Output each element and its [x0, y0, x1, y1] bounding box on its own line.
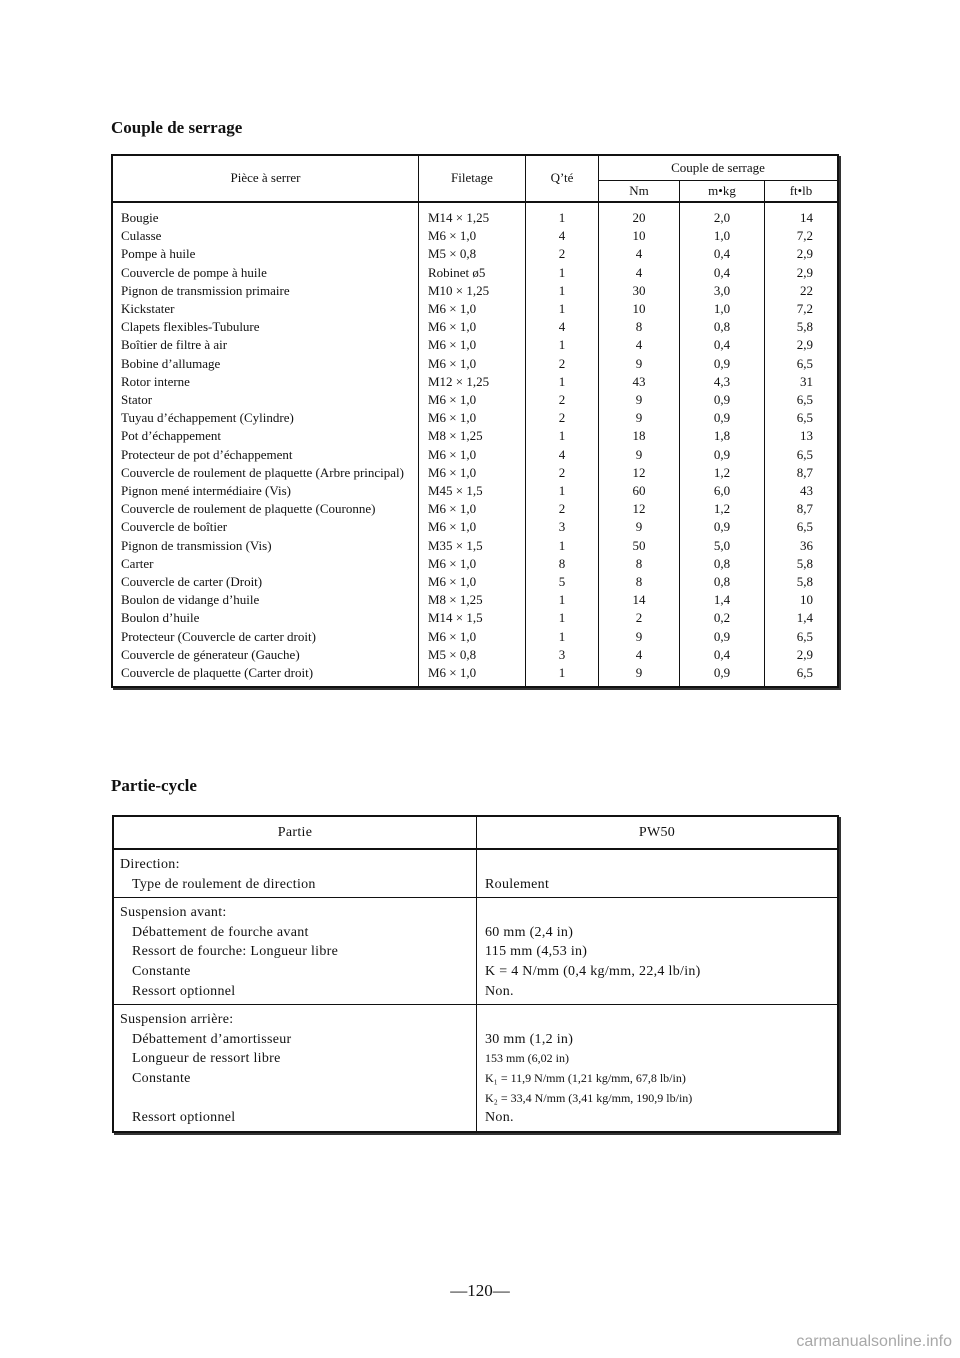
ftlb-cell: 13	[765, 427, 839, 445]
qte-cell: 3	[526, 518, 599, 536]
piece-cell: Rotor interne	[112, 373, 419, 391]
qte-cell: 2	[526, 500, 599, 518]
filetage-cell: M6 × 1,0	[419, 318, 526, 336]
ftlb-cell: 5,8	[765, 555, 839, 573]
header-partie: Partie	[113, 816, 477, 849]
filetage-cell: M6 × 1,0	[419, 555, 526, 573]
rear-k2-value: K₂ = 33,4 N/mm (3,41 kg/mm, 190,9 lb/in)	[485, 1090, 693, 1105]
piece-cell: Tuyau d’échappement (Cylindre)	[112, 409, 419, 427]
qte-cell: 3	[526, 646, 599, 664]
front-spring-label: Ressort de fourche: Longueur libre	[132, 944, 339, 960]
table-row	[112, 245, 838, 263]
mkg-cell: 1,0	[680, 227, 765, 245]
qte-cell: 1	[526, 609, 599, 627]
nm-cell: 60	[599, 482, 680, 500]
torque-table	[111, 154, 839, 688]
table-row	[112, 373, 838, 391]
filetage-cell: M6 × 1,0	[419, 464, 526, 482]
filetage-cell: M6 × 1,0	[419, 518, 526, 536]
nm-cell: 2	[599, 609, 680, 627]
nm-cell: 9	[599, 355, 680, 373]
front-spring-value: 115 mm (4,53 in)	[485, 944, 588, 960]
rear-travel-value: 30 mm (1,2 in)	[485, 1031, 574, 1047]
watermark[interactable]: carmanualsonline.info	[796, 1333, 952, 1350]
front-rate-label: Constante	[132, 963, 191, 979]
qte-cell: 1	[526, 282, 599, 300]
nm-cell: 43	[599, 373, 680, 391]
piece-cell: Culasse	[112, 227, 419, 245]
ftlb-cell: 31	[765, 373, 839, 391]
mkg-cell: 0,8	[680, 573, 765, 591]
mkg-cell: 1,0	[680, 300, 765, 318]
piece-cell: Couvercle de roulement de plaquette (Arbre principal)	[112, 464, 419, 482]
table-row	[112, 537, 838, 555]
piece-cell: Couvercle de roulement de plaquette (Couronne)	[112, 500, 419, 518]
qte-cell: 1	[526, 591, 599, 609]
section-title-chassis: Partie-cycle	[111, 776, 197, 795]
qte-cell: 2	[526, 391, 599, 409]
nm-cell: 20	[599, 202, 680, 227]
mkg-cell: 1,4	[680, 591, 765, 609]
piece-cell: Boulon d’huile	[112, 609, 419, 627]
piece-cell: Couvercle de carter (Droit)	[112, 573, 419, 591]
filetage-cell: M6 × 1,0	[419, 500, 526, 518]
header-qte: Q’té	[526, 155, 599, 202]
ftlb-cell: 7,2	[765, 300, 839, 318]
mkg-cell: 0,4	[680, 646, 765, 664]
table-row	[112, 664, 838, 687]
mkg-cell: 1,8	[680, 427, 765, 445]
filetage-cell: M5 × 0,8	[419, 646, 526, 664]
ftlb-cell: 6,5	[765, 391, 839, 409]
mkg-cell: 0,9	[680, 446, 765, 464]
qte-cell: 2	[526, 464, 599, 482]
nm-cell: 10	[599, 300, 680, 318]
ftlb-cell: 8,7	[765, 500, 839, 518]
qte-cell: 1	[526, 300, 599, 318]
qte-cell: 1	[526, 264, 599, 282]
qte-cell: 1	[526, 202, 599, 227]
mkg-cell: 6,0	[680, 482, 765, 500]
filetage-cell: M6 × 1,0	[419, 391, 526, 409]
qte-cell: 1	[526, 427, 599, 445]
table-row	[112, 300, 838, 318]
header-model: PW50	[477, 816, 839, 849]
qte-cell: 1	[526, 664, 599, 687]
ftlb-cell: 5,8	[765, 318, 839, 336]
filetage-cell: M14 × 1,5	[419, 609, 526, 627]
filetage-cell: M6 × 1,0	[419, 573, 526, 591]
direction-values	[477, 849, 839, 898]
rear-heading: Suspension arrière:	[120, 1012, 234, 1028]
front-suspension-row	[113, 898, 838, 1005]
mkg-cell: 0,8	[680, 318, 765, 336]
nm-cell: 4	[599, 264, 680, 282]
piece-cell: Couvercle de pompe à huile	[112, 264, 419, 282]
header-nm: Nm	[599, 181, 680, 203]
ftlb-cell: 5,8	[765, 573, 839, 591]
qte-cell: 1	[526, 628, 599, 646]
nm-cell: 10	[599, 227, 680, 245]
rear-rate-label: Constante	[132, 1070, 191, 1086]
piece-cell: Kickstater	[112, 300, 419, 318]
nm-cell: 30	[599, 282, 680, 300]
rear-free-length-label: Longueur de ressort libre	[132, 1051, 281, 1067]
table-row	[112, 573, 838, 591]
nm-cell: 8	[599, 555, 680, 573]
mkg-cell: 1,2	[680, 464, 765, 482]
torque-table-body	[112, 202, 838, 687]
table-row	[112, 518, 838, 536]
front-optional-value: Non.	[485, 983, 514, 999]
ftlb-cell: 6,5	[765, 355, 839, 373]
mkg-cell: 2,0	[680, 202, 765, 227]
header-piece: Pièce à serrer	[112, 155, 419, 202]
mkg-cell: 0,9	[680, 518, 765, 536]
mkg-cell: 0,4	[680, 264, 765, 282]
piece-cell: Pot d’échappement	[112, 427, 419, 445]
section-title-torque: Couple de serrage	[111, 118, 243, 137]
ftlb-cell: 22	[765, 282, 839, 300]
direction-type-value: Roulement	[485, 876, 550, 892]
nm-cell: 8	[599, 318, 680, 336]
header-mkg: m•kg	[680, 181, 765, 203]
filetage-cell: M6 × 1,0	[419, 336, 526, 354]
mkg-cell: 0,9	[680, 391, 765, 409]
nm-cell: 9	[599, 391, 680, 409]
filetage-cell: Robinet ø5	[419, 264, 526, 282]
table-row	[112, 500, 838, 518]
nm-cell: 18	[599, 427, 680, 445]
piece-cell: Pompe à huile	[112, 245, 419, 263]
direction-labels	[113, 849, 477, 898]
filetage-cell: M5 × 0,8	[419, 245, 526, 263]
table-row	[112, 464, 838, 482]
table-row	[112, 646, 838, 664]
nm-cell: 8	[599, 573, 680, 591]
ftlb-cell: 14	[765, 202, 839, 227]
mkg-cell: 0,9	[680, 628, 765, 646]
rear-free-length-value: 153 mm (6,02 in)	[485, 1051, 569, 1066]
piece-cell: Pignon de transmission primaire	[112, 282, 419, 300]
header-filetage: Filetage	[419, 155, 526, 202]
filetage-cell: M10 × 1,25	[419, 282, 526, 300]
mkg-cell: 0,9	[680, 664, 765, 687]
ftlb-cell: 6,5	[765, 518, 839, 536]
table-row	[112, 482, 838, 500]
table-row	[112, 264, 838, 282]
ftlb-cell: 7,2	[765, 227, 839, 245]
table-row	[112, 391, 838, 409]
front-heading: Suspension avant:	[120, 905, 227, 921]
nm-cell: 50	[599, 537, 680, 555]
piece-cell: Bougie	[112, 202, 419, 227]
table-row	[112, 336, 838, 354]
mkg-cell: 0,4	[680, 245, 765, 263]
ftlb-cell: 2,9	[765, 646, 839, 664]
front-labels	[113, 898, 477, 1005]
rear-travel-label: Débattement d’amortisseur	[132, 1031, 292, 1047]
piece-cell: Boulon de vidange d’huile	[112, 591, 419, 609]
filetage-cell: M6 × 1,0	[419, 409, 526, 427]
table-row	[112, 628, 838, 646]
piece-cell: Boîtier de filtre à air	[112, 336, 419, 354]
direction-heading: Direction:	[120, 857, 180, 872]
front-values	[477, 898, 839, 1005]
table-row	[112, 227, 838, 245]
filetage-cell: M8 × 1,25	[419, 427, 526, 445]
table-row	[112, 591, 838, 609]
ftlb-cell: 6,5	[765, 628, 839, 646]
mkg-cell: 3,0	[680, 282, 765, 300]
page-number: —120—	[450, 1281, 510, 1300]
piece-cell: Stator	[112, 391, 419, 409]
qte-cell: 1	[526, 537, 599, 555]
table-row	[112, 409, 838, 427]
piece-cell: Protecteur (Couvercle de carter droit)	[112, 628, 419, 646]
filetage-cell: M45 × 1,5	[419, 482, 526, 500]
front-optional-label: Ressort optionnel	[132, 983, 236, 999]
qte-cell: 5	[526, 573, 599, 591]
qte-cell: 4	[526, 227, 599, 245]
qte-cell: 1	[526, 482, 599, 500]
mkg-cell: 0,4	[680, 336, 765, 354]
nm-cell: 4	[599, 336, 680, 354]
front-travel-label: Débattement de fourche avant	[132, 924, 309, 940]
chassis-table	[112, 815, 839, 1133]
ftlb-cell: 6,5	[765, 409, 839, 427]
piece-cell: Carter	[112, 555, 419, 573]
filetage-cell: M12 × 1,25	[419, 373, 526, 391]
ftlb-cell: 36	[765, 537, 839, 555]
qte-cell: 4	[526, 318, 599, 336]
ftlb-cell: 2,9	[765, 336, 839, 354]
mkg-cell: 0,2	[680, 609, 765, 627]
header-ftlb: ft•lb	[765, 181, 839, 203]
qte-cell: 2	[526, 355, 599, 373]
table-row	[112, 609, 838, 627]
nm-cell: 14	[599, 591, 680, 609]
qte-cell: 1	[526, 373, 599, 391]
ftlb-cell: 10	[765, 591, 839, 609]
mkg-cell: 4,3	[680, 373, 765, 391]
mkg-cell: 1,2	[680, 500, 765, 518]
table-row	[112, 427, 838, 445]
mkg-cell: 0,9	[680, 355, 765, 373]
table-row	[112, 355, 838, 373]
filetage-cell: M8 × 1,25	[419, 591, 526, 609]
filetage-cell: M6 × 1,0	[419, 446, 526, 464]
filetage-cell: M6 × 1,0	[419, 300, 526, 318]
rear-suspension-row	[113, 1005, 838, 1132]
filetage-cell: M14 × 1,25	[419, 202, 526, 227]
piece-cell: Protecteur de pot d’échappement	[112, 446, 419, 464]
piece-cell: Couvercle de plaquette (Carter droit)	[112, 664, 419, 687]
piece-cell: Pignon de transmission (Vis)	[112, 537, 419, 555]
ftlb-cell: 2,9	[765, 264, 839, 282]
nm-cell: 9	[599, 664, 680, 687]
piece-cell: Pignon mené intermédiaire (Vis)	[112, 482, 419, 500]
piece-cell: Couvercle de boîtier	[112, 518, 419, 536]
direction-type-label: Type de roulement de direction	[132, 876, 316, 892]
piece-cell: Couvercle de génerateur (Gauche)	[112, 646, 419, 664]
table-row	[112, 318, 838, 336]
ftlb-cell: 1,4	[765, 609, 839, 627]
header-couple: Couple de serrage	[599, 155, 839, 181]
qte-cell: 4	[526, 446, 599, 464]
ftlb-cell: 43	[765, 482, 839, 500]
nm-cell: 9	[599, 518, 680, 536]
mkg-cell: 5,0	[680, 537, 765, 555]
piece-cell: Clapets flexibles-Tubulure	[112, 318, 419, 336]
nm-cell: 9	[599, 628, 680, 646]
filetage-cell: M35 × 1,5	[419, 537, 526, 555]
nm-cell: 4	[599, 245, 680, 263]
nm-cell: 9	[599, 446, 680, 464]
front-travel-value: 60 mm (2,4 in)	[485, 924, 574, 940]
qte-cell: 2	[526, 245, 599, 263]
filetage-cell: M6 × 1,0	[419, 664, 526, 687]
ftlb-cell: 6,5	[765, 446, 839, 464]
rear-optional-label: Ressort optionnel	[132, 1110, 236, 1126]
table-row	[112, 555, 838, 573]
table-row	[112, 446, 838, 464]
ftlb-cell: 2,9	[765, 245, 839, 263]
filetage-cell: M6 × 1,0	[419, 355, 526, 373]
nm-cell: 4	[599, 646, 680, 664]
direction-row	[113, 849, 838, 898]
qte-cell: 8	[526, 555, 599, 573]
rear-optional-value: Non.	[485, 1110, 514, 1126]
filetage-cell: M6 × 1,0	[419, 628, 526, 646]
nm-cell: 12	[599, 500, 680, 518]
nm-cell: 9	[599, 409, 680, 427]
mkg-cell: 0,9	[680, 409, 765, 427]
rear-labels	[113, 1005, 477, 1132]
table-row	[112, 202, 838, 227]
qte-cell: 2	[526, 409, 599, 427]
filetage-cell: M6 × 1,0	[419, 227, 526, 245]
nm-cell: 12	[599, 464, 680, 482]
front-rate-value: K = 4 N/mm (0,4 kg/mm, 22,4 lb/in)	[485, 963, 701, 979]
piece-cell: Bobine d’allumage	[112, 355, 419, 373]
ftlb-cell: 8,7	[765, 464, 839, 482]
rear-k1-value: K₁ = 11,9 N/mm (1,21 kg/mm, 67,8 lb/in)	[485, 1070, 686, 1085]
qte-cell: 1	[526, 336, 599, 354]
rear-values	[477, 1005, 839, 1132]
mkg-cell: 0,8	[680, 555, 765, 573]
table-row	[112, 282, 838, 300]
ftlb-cell: 6,5	[765, 664, 839, 687]
